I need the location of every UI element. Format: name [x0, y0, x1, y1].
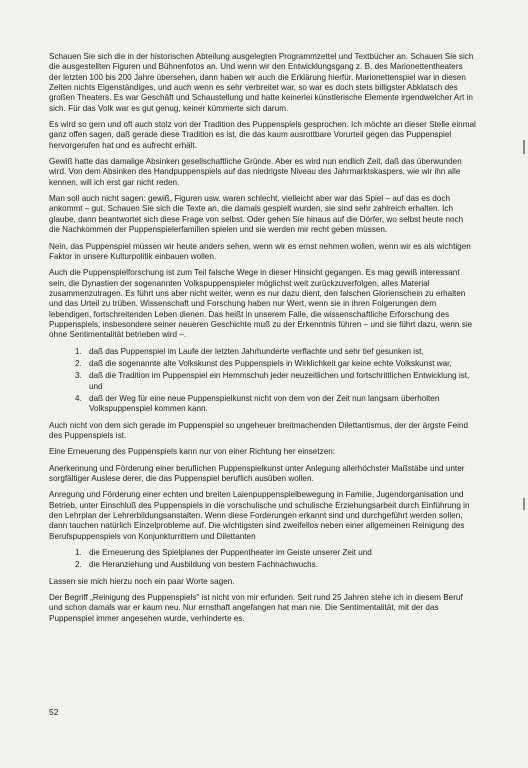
paragraph: Auch die Puppenspielforschung ist zum Teil falsche Wege in dieser Hinsicht gegangen. Es mag gewiß interessant sein, die Dynastien der sogenannten Volkspuppenspieler möglichst weit zurückzuverfolgen, alles Material zusammenzutragen. Es führt uns aber nicht weiter, wenn es nur dazu dient, den falschen Glorienschein zu erhalten und das Urteil zu trüben. Wissenschaft und Forschung haben nur Wert, wenn sie in ihren Folgerungen dem lebendigen, fortschreitenden Leben dienen. Das heißt in unserem Falle, die wissenschaftliche Erforschung des Puppenspiels, insbesondere seiner neueren Geschichte muß zu der Erkenntnis führen – und sie führt dazu, wenn sie ohne Sentimentalität betrieben wird –. — [49, 268, 473, 340]
list-number: 1. — [75, 548, 82, 558]
list-number: 3. — [75, 371, 82, 381]
list-item — [49, 548, 476, 558]
paragraph: Gewiß hatte das damalige Absinken gesellschaftliche Gründe. Aber es wird nun endlich Zeit, daß das überwunden wird. Von dem Absinken des Handpuppenspiels auf das niedrigste Niveau des Jahrmarktskaspers, wie wir ihn alle kennen, will ich erst gar nicht reden. — [49, 157, 462, 187]
list-item — [49, 394, 476, 415]
paragraph: Auch nicht von dem sich gerade im Puppenspiel so ungeheuer breitmachenden Dilettantismus, der der ärgste Feind des Puppenspiels ist. — [49, 420, 469, 440]
list-item-text: daß die Tradition im Puppenspiel ein Hemmschuh jeder neuzeitlichen und fortschrittlichen Entwicklung ist, und — [89, 371, 470, 391]
paragraph: Man soll auch nicht sagen: gewiß, Figuren usw. waren schlecht, vielleicht aber war das Spiel – auf das es doch ankommt – gut. Schauen Sie sich die Texte an, die damals gespielt wurden, sie sind sehr zahlreich erhalten. Ich glaube, dann beantwortet sich diese Frage von selbst. Oder gehen Sie hinaus auf die Dörfer, wo selbst heute noch die Nachkommen der Puppenspielerfamilien spielen und sie werden mir recht geben müssen. — [49, 194, 464, 235]
paragraph: Es wird so gern und oft auch stolz von der Tradition des Puppenspiels gesprochen. Ich möchte an dieser Stelle einmal ganz offen sagen, daß gerade diese Tradition es ist, die das kaum ausrottbare Vorurteil gegen das Puppenspiel hervorgerufen hat und es aufrecht erhält. — [49, 120, 476, 150]
list-number: 2. — [75, 560, 82, 570]
margin-mark — [523, 140, 525, 154]
list-item-text: daß das Puppenspiel im Laufe der letzten Jahrhunderte verflachte und sehr tief gesunken ist, — [89, 346, 424, 356]
list-item — [49, 359, 476, 369]
body-text — [49, 52, 476, 624]
list-number: 1. — [75, 346, 82, 356]
numbered-list-problems — [49, 548, 476, 571]
list-item-text: daß der Weg für eine neue Puppenspielkunst nicht von dem von der Zeit nun langsam überholten Volkspuppenspiel kommen kann. — [89, 393, 440, 414]
numbered-list-conclusions — [49, 347, 476, 415]
list-item-text: daß die sogenannte alte Volkskunst des Puppenspiels in Wirklichkeit gar keine echte Volkskunst war, — [89, 358, 452, 368]
list-item — [49, 371, 476, 392]
paragraph: Der Begriff „Reinigung des Puppenspiels" ist nicht von mir erfunden. Seit rund 25 Jahren stehe ich in diesem Beruf und schon damals war er kaum neu. Nur ernsthaft angefangen hat man nie. Die Sentimentalität, mit der das Puppenspiel immer angesehen wurde, verhinderte es. — [49, 593, 463, 623]
page-number: 52 — [49, 707, 59, 717]
paragraph: Eine Erneuerung des Puppenspiels kann nur von einer Richtung her einsetzen: — [49, 447, 336, 457]
list-item — [49, 560, 476, 570]
list-item-text: die Heranziehung und Ausbildung von bestem Fachnachwuchs. — [89, 560, 319, 570]
paragraph: Lassen sie mich hierzu noch ein paar Worte sagen. — [49, 576, 235, 586]
paragraph: Anregung und Förderung einer echten und breiten Laienpuppenspielbewegung in Familie, Jugendorganisation und Betrieb, unter Einschluß des Puppenspiels in die vorschulische und schulische Erziehungsarbeit durch Einführung in den Lehrplan der Lehrerbildungsanstalten. Wenn diese Forderungen erkannt sind und durchgeführt werden sollen, dann tauchen natürlich Einzelprobleme auf. Die wichtigsten sind zweifellos neben einer allgemeinen Reinigung des Berufspuppenspiels von Konjunkturrittern und Dilettanten — [49, 490, 470, 541]
paragraph: Nein, das Puppenspiel müssen wir heute anders sehen, wenn wir es ernst nehmen wollen, wenn wir es als wichtigen Faktor in unsere Kulturpolitik einbauen wollen. — [49, 241, 471, 261]
list-number: 4. — [75, 393, 82, 403]
paragraph: Schauen Sie sich die in der historischen Abteilung ausgelegten Programmzettel und Textbücher an. Schauen Sie sich die ausgestellten Figuren und Bühnenfotos an. Und wenn wir den Entwicklungsgang z. B. des Marionettentheaters der letzten 100 bis 200 Jahre übersehen, dann haben wir auch die Erklärung hierfür. Marionettenspiel war in diesen Zeiten nichts Eigenständiges, und auch wenn es sehr verbreitet war, so war es doch stets billigster Abklatsch des großen Theaters. Es war Geschäft und Schaustellung und hatte keinerlei künstlerische Elemente irgendwelcher Art in sich. Für das Volk war es gut genug, keiner kümmerte sich darum. — [49, 52, 474, 113]
list-item — [49, 347, 476, 357]
list-number: 2. — [75, 358, 82, 368]
margin-mark — [523, 498, 525, 510]
paragraph: Anerkennung und Förderung einer beruflichen Puppenspielkunst unter Anlegung allerhöchster Maßstäbe und unter sorgfältiger Auslese derer, die das Puppenspiel beruflich ausüben wollen. — [49, 463, 465, 484]
list-item-text: die Erneuerung des Spielplanes der Puppentheater im Geiste unserer Zeit und — [89, 548, 372, 558]
